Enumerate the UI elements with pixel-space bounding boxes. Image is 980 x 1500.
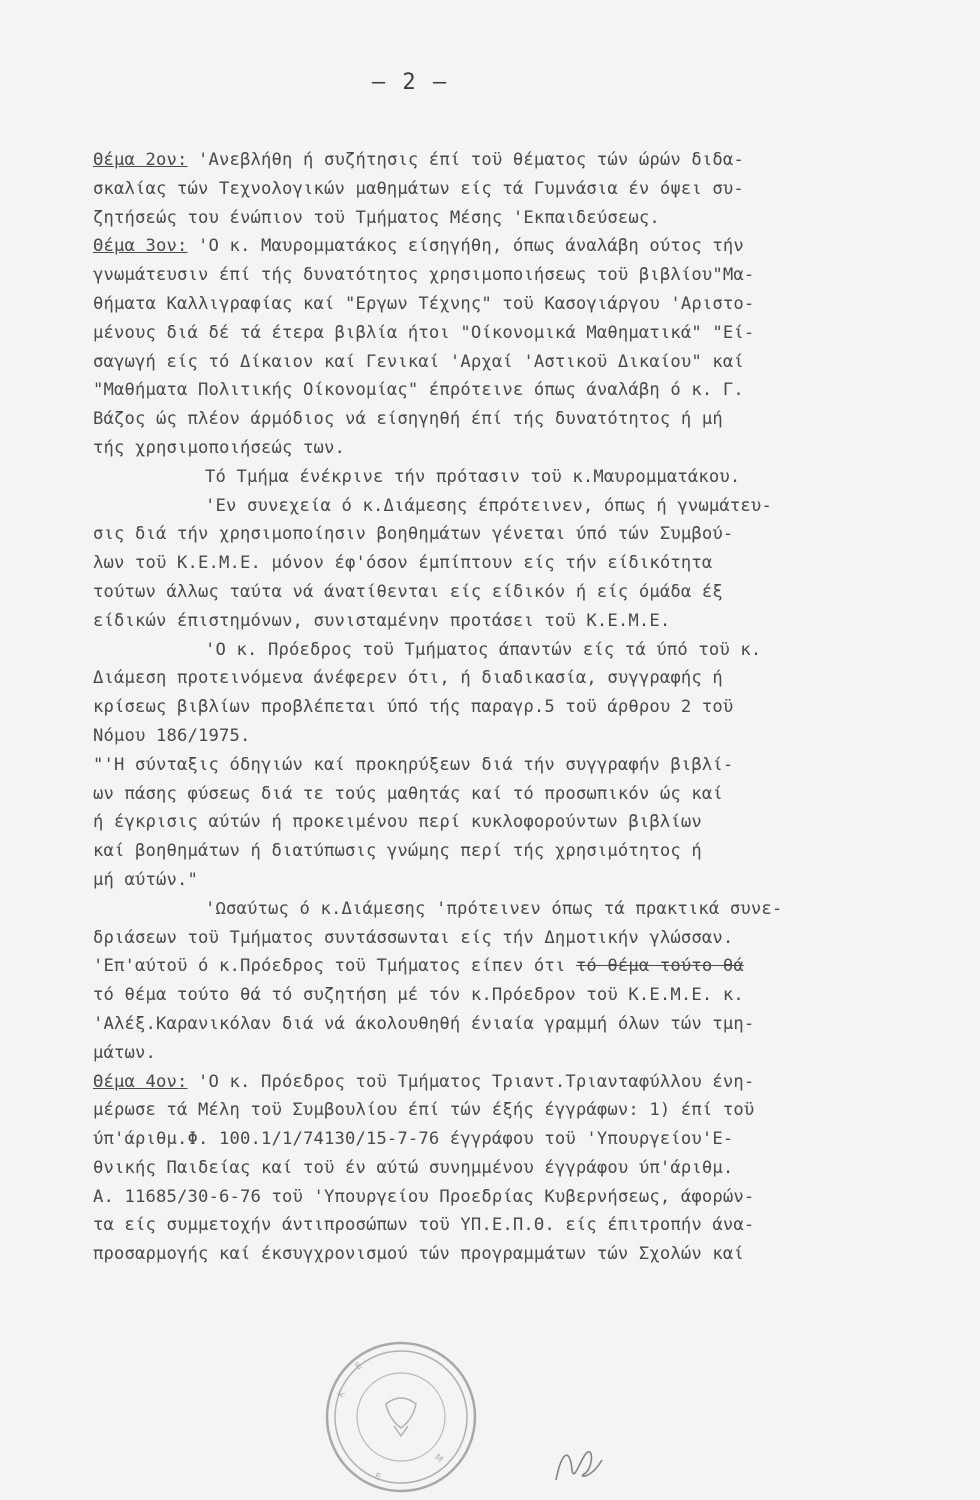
text-line [93,146,943,175]
line-text: 'Ο κ. Πρόεδρος τοϋ Τμήματος άπαντών είς τά ύπό τοϋ κ. [205,639,762,660]
text-line [93,1240,943,1269]
text-line [93,434,943,463]
line-text: τα είς συμμετοχήν άντιπροσώπων τοϋ ΥΠ.Ε.Π.Θ. είς έπιτροπήν άνα- [93,1215,755,1236]
text-line [93,492,943,521]
svg-text:Ε: Ε [372,1471,383,1484]
line-text: είδικών έπιστημόνων, συνισταμένην προτάσει τοϋ Κ.Ε.Μ.Ε. [93,610,671,631]
text-line [93,1211,943,1240]
line-text: 'Ο κ. Πρόεδρος τοϋ Τμήματος Τριαντ.Τριανταφύλλου ένη- [187,1071,755,1092]
text-line [93,722,943,751]
text-line [93,204,943,233]
text-line [93,463,943,492]
text-line [93,232,943,261]
line-text: Νόμου 186/1975. [93,725,251,746]
line-text: "Μαθήματα Πολιτικής Οίκονομίας" έπρότεινε όπως άναλάβη ό κ. Γ. [93,380,744,401]
line-text: σκαλίας τών Τεχνολογικών μαθημάτων είς τά Γυμνάσια έν όψει συ- [93,178,744,199]
line-text: ύπ'άριθμ.Φ. 100.1/1/74130/15-7-76 έγγράφου τοϋ 'Υπουργείου'Ε- [93,1129,734,1150]
text-line [93,1125,943,1154]
page-number: – 2 – [371,70,449,95]
line-text: Διάμεση προτεινόμενα άνέφερεν ότι, ή διαδικασία, συγγραφής ή [93,668,723,689]
text-line [93,290,943,319]
line-text: μέρωσε τά Μέλη τοϋ Συμβουλίου έπί τών έξής έγγράφων: 1) έπί τοϋ [93,1100,755,1121]
text-line [93,981,943,1010]
text-line [93,866,943,895]
text-line [93,924,943,953]
text-line [93,319,943,348]
text-line [93,520,943,549]
line-text: τό θέμα τούτο θά τό συζητήση μέ τόν κ.Πρόεδρον τοϋ Κ.Ε.Μ.Ε. κ. [93,985,744,1006]
line-text: 'Ανεβλήθη ή συζήτησις έπί τοϋ θέματος τών ώρών διδα- [187,150,744,170]
line-text: τούτων άλλως ταύτα νά άνατίθενται είς είδικόν ή είς όμάδα έξ [93,581,723,602]
line-text: Α. 11685/30-6-76 τοϋ 'Υπουργείου Προεδρίας Κυβερνήσεως, άφορών- [93,1186,755,1207]
official-seal-stamp [322,1338,480,1496]
text-line [93,376,943,405]
text-line [93,578,943,607]
line-text: μένους διά δέ τά έτερα βιβλία ήτοι "Οίκονομικά Μαθηματικά" "Εί- [93,322,755,343]
topic-label: Θέμα 3ον: [93,236,188,257]
text-line [93,405,943,434]
text-line [93,664,943,693]
line-text: Τό Τμήμα ένέκρινε τήν πρότασιν τοϋ κ.Μαυρομματάκου. [205,466,741,487]
svg-text:Ε: Ε [353,1361,365,1373]
text-line [93,1096,943,1125]
line-text: 'Αλέξ.Καρανικόλαν διά νά άκολουθηθή ένιαία γραμμή όλων τών τμη- [93,1013,755,1034]
text-line [93,780,943,809]
topic-label: Θέμα 2ον: [93,150,188,170]
line-text: σαγωγή είς τό Δίκαιον καί Γενικαί 'Αρχαί 'Αστικοϋ Δικαίου" καί [93,351,744,372]
text-line [93,808,943,837]
line-text: μάτων. [93,1042,156,1063]
line-text: 'Εν συνεχεία ό κ.Διάμεσης έπρότεινεν, όπως ή γνωμάτευ- [205,495,772,516]
line-text: τής χρησιμοποιήσεώς των. [93,437,345,458]
text-line [93,1010,943,1039]
text-line [93,348,943,377]
line-text: 'Ωσαύτως ό κ.Διάμεσης 'πρότεινεν όπως τά πρακτικά συνε- [205,898,783,919]
text-line [93,175,943,204]
text-line [93,261,943,290]
text-line [93,1154,943,1183]
text-line [93,636,943,665]
line-text: θνικής Παιδείας καί τοϋ έν αύτώ συνημμένου έγγράφου ύπ'άριθμ. [93,1157,734,1178]
line-text: κρίσεως βιβλίων προβλέπεται ύπό τής παραγρ.5 τοϋ άρθρου 2 τοϋ [93,697,734,718]
text-line [93,1039,943,1068]
line-text: γνωμάτευσιν έπί τής δυνατότητος χρησιμοποιήσεως τοϋ βιβλίου"Μα- [93,265,755,286]
line-text: θήματα Καλλιγραφίας καί "Εργων Τέχνης" τοϋ Κασογιάργου 'Αριστο- [93,293,755,314]
text-line [93,549,943,578]
line-text: 'Επ'αύτοϋ ό κ.Πρόεδρος τοϋ Τμήματος είπεν ότι [93,956,576,977]
line-text: 'Ο κ. Μαυρομματάκος είσηγήθη, όπως άναλάβη ούτος τήν [187,236,744,257]
line-text: προσαρμογής καί έκσυγχρονισμού τών προγραμμάτων τών Σχολών καί [93,1244,744,1265]
line-text: μή αύτών." [93,869,198,890]
text-line [93,1183,943,1212]
text-line [93,751,943,780]
topic-label: Θέμα 4ον: [93,1071,188,1092]
text-line [93,1068,943,1097]
svg-text:Κ: Κ [335,1389,348,1400]
line-text: καί βοηθημάτων ή διατύπωσις γνώμης περί τής χρησιμότητος ή [93,841,702,862]
line-text: δριάσεων τοϋ Τμήματος συντάσσωνται είς τήν Δημοτικήν γλώσσαν. [93,927,734,948]
svg-text:Μ: Μ [432,1452,445,1466]
line-text: "'Η σύνταξις όδηγιών καί προκηρύξεων διά τήν συγγραφήν βιβλί- [93,754,734,775]
text-line [93,607,943,636]
line-text: ζητήσεώς του ένώπιον τοϋ Τμήματος Μέσης 'Εκπαιδεύσεως. [93,207,660,228]
text-line [93,693,943,722]
signature-mark [548,1440,608,1490]
line-text: ή έγκρισις αύτών ή προκειμένου περί κυκλοφορούντων βιβλίων [93,812,702,833]
struck-text: τό θέμα τούτο θά [575,956,744,977]
line-text: σις διά τήν χρησιμοποίησιν βοηθημάτων γένεται ύπό τών Συμβού- [93,524,734,545]
line-text: λων τοϋ Κ.Ε.Μ.Ε. μόνον έφ'όσον έμπίπτουν είς τήν είδικότητα [93,553,713,574]
text-line [93,895,943,924]
text-line [93,837,943,866]
minutes-body [93,146,943,1269]
line-text: Βάζος ώς πλέον άρμόδιος νά είσηγηθή έπί τής δυνατότητος ή μή [93,409,723,430]
line-text: ων πάσης φύσεως διά τε τούς μαθητάς καί τό προσωπικόν ώς καί [93,783,723,804]
text-line [93,952,943,981]
